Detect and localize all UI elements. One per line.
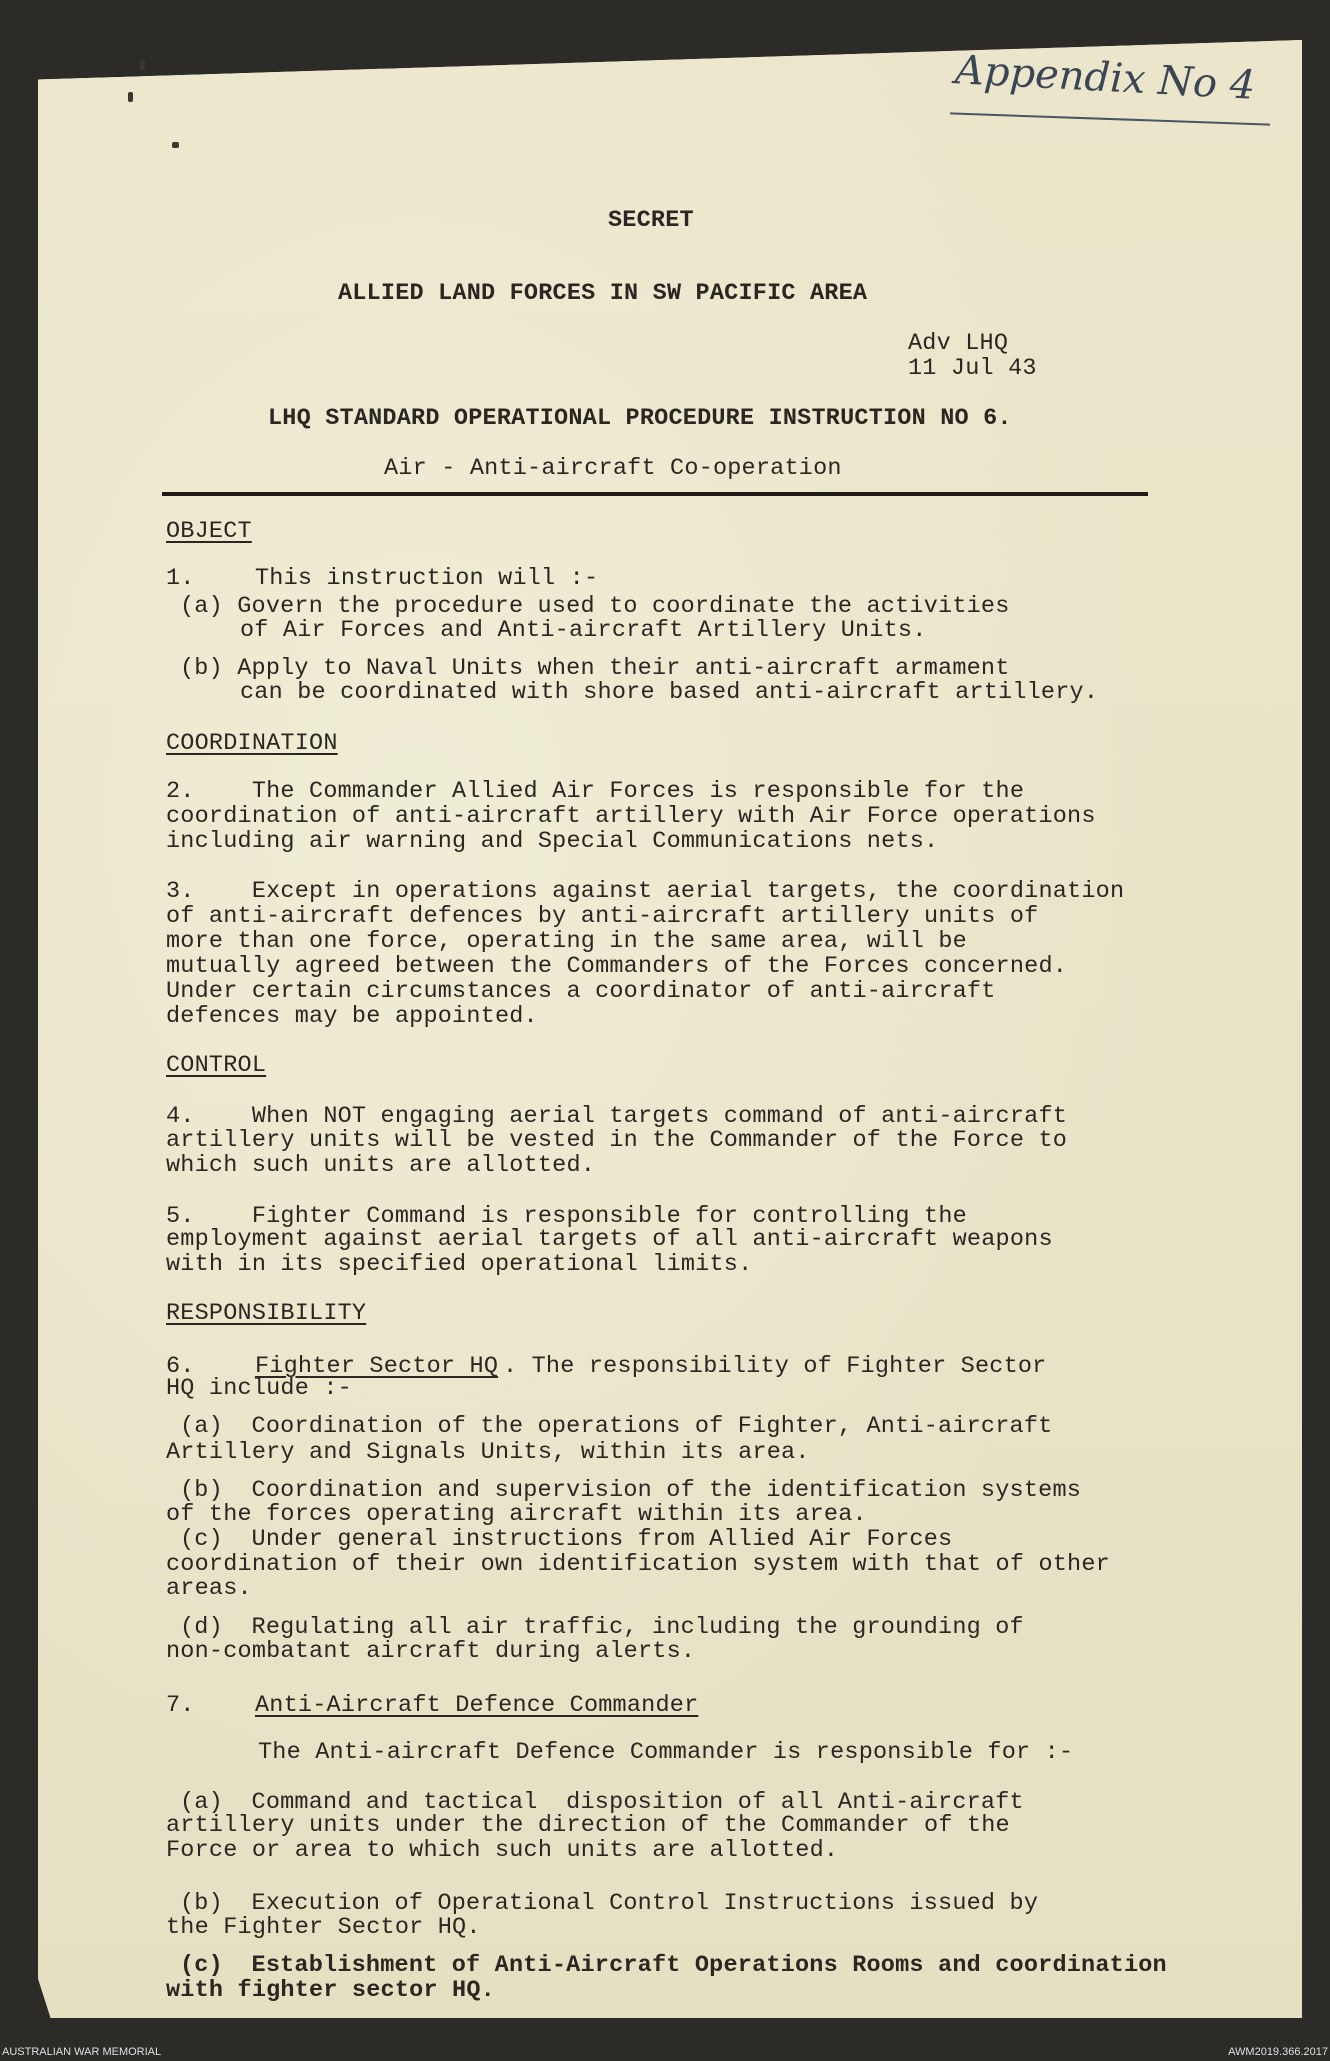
para-line: non-combatant aircraft during alerts. [166,1638,696,1665]
para-line: HQ include :- [166,1375,352,1402]
para-line: (a) Govern the procedure used to coordinate the activities [180,593,1010,620]
para-line: with fighter sector HQ. [166,1977,495,2004]
para-line: of Air Forces and Anti-aircraft Artillery Units. [240,617,927,644]
para-line: (b) Execution of Operational Control Instructions issued by [180,1890,1039,1917]
para-line: Under certain circumstances a coordinator of anti-aircraft [166,978,996,1005]
para-line: artillery units will be vested in the Commander of the Force to [166,1127,1068,1154]
date: 11 Jul 43 [908,355,1037,382]
document-subtitle: Air - Anti-aircraft Co-operation [384,455,842,482]
heading-responsibility: RESPONSIBILITY [166,1300,367,1327]
para-line: more than one force, operating in the same area, will be [166,928,967,955]
para-line: areas. [166,1575,252,1602]
staple-hole [128,92,133,102]
para-line: with in its specified operational limits. [166,1251,753,1278]
footer-accession-number: AWM2019.366.2017 [1228,2046,1328,2058]
classification: SECRET [608,207,694,234]
para-number: 7. [166,1692,195,1719]
heading-object: OBJECT [166,518,252,545]
para-line: coordination of anti-aircraft artillery with Air Force operations [166,803,1096,830]
para-line: 5. Fighter Command is responsible for controlling the [166,1203,967,1230]
para-line: Force or area to which such units are allotted. [166,1837,839,1864]
para-text: The Anti-aircraft Defence Commander is responsible for :- [258,1739,1074,1766]
para-text: . The responsibility of Fighter Sector [503,1353,1047,1380]
para-line: Artillery and Signals Units, within its area. [166,1439,810,1466]
para-line: (d) Regulating all air traffic, including the grounding of [180,1614,1024,1641]
para-line: (b) Coordination and supervision of the identification systems [180,1477,1082,1504]
para-line: of anti-aircraft defences by anti-aircraft artillery units of [166,903,1039,930]
para-title: Fighter Sector HQ [255,1353,499,1380]
para-number: 1. [166,565,195,592]
para-line: artillery units under the direction of the Commander of the [166,1812,1010,1839]
para-line: (a) Command and tactical disposition of all Anti-aircraft [180,1789,1024,1816]
para-title: Anti-Aircraft Defence Commander [255,1692,699,1719]
handwritten-annotation: Appendix No 4 [954,47,1257,109]
para-line: defences may be appointed. [166,1003,538,1030]
para-line: mutually agreed between the Commanders of the Forces concerned. [166,953,1068,980]
para-line: (c) Under general instructions from Allied Air Forces [180,1526,953,1553]
para-line: coordination of their own identification system with that of other [166,1551,1110,1578]
para-line: of the forces operating aircraft within its area. [166,1501,867,1528]
para-line: (b) Apply to Naval Units when their anti-aircraft armament [180,655,1010,682]
para-text: This instruction will :- [255,565,599,592]
para-line: 2. The Commander Allied Air Forces is responsible for the [166,778,1025,805]
footer-credit: AUSTRALIAN WAR MEMORIAL [2,2046,162,2058]
para-number: 6. [166,1353,195,1380]
para-line: 3. Except in operations against aerial targets, the coordination [166,878,1125,905]
origin: Adv LHQ [908,330,1009,357]
para-line: 4. When NOT engaging aerial targets command of anti-aircraft [166,1103,1068,1130]
para-line: (c) Establishment of Anti-Aircraft Operations Rooms and coordination [180,1952,1167,1979]
heading-coordination: COORDINATION [166,730,338,757]
heading-control: CONTROL [166,1052,267,1079]
para-line: (a) Coordination of the operations of Fighter, Anti-aircraft [180,1413,1053,1440]
para-line: the Fighter Sector HQ. [166,1914,481,1941]
para-line: which such units are allotted. [166,1152,596,1179]
title-rule [162,492,1148,496]
para-line: can be coordinated with shore based anti-aircraft artillery. [240,679,1099,706]
staple-hole [172,142,179,148]
para-line: including air warning and Special Communications nets. [166,828,939,855]
staple-hole [140,60,145,70]
organisation: ALLIED LAND FORCES IN SW PACIFIC AREA [338,280,868,307]
document-title: LHQ STANDARD OPERATIONAL PROCEDURE INSTRUCTION NO 6. [268,405,1012,432]
para-line: employment against aerial targets of all anti-aircraft weapons [166,1226,1053,1253]
